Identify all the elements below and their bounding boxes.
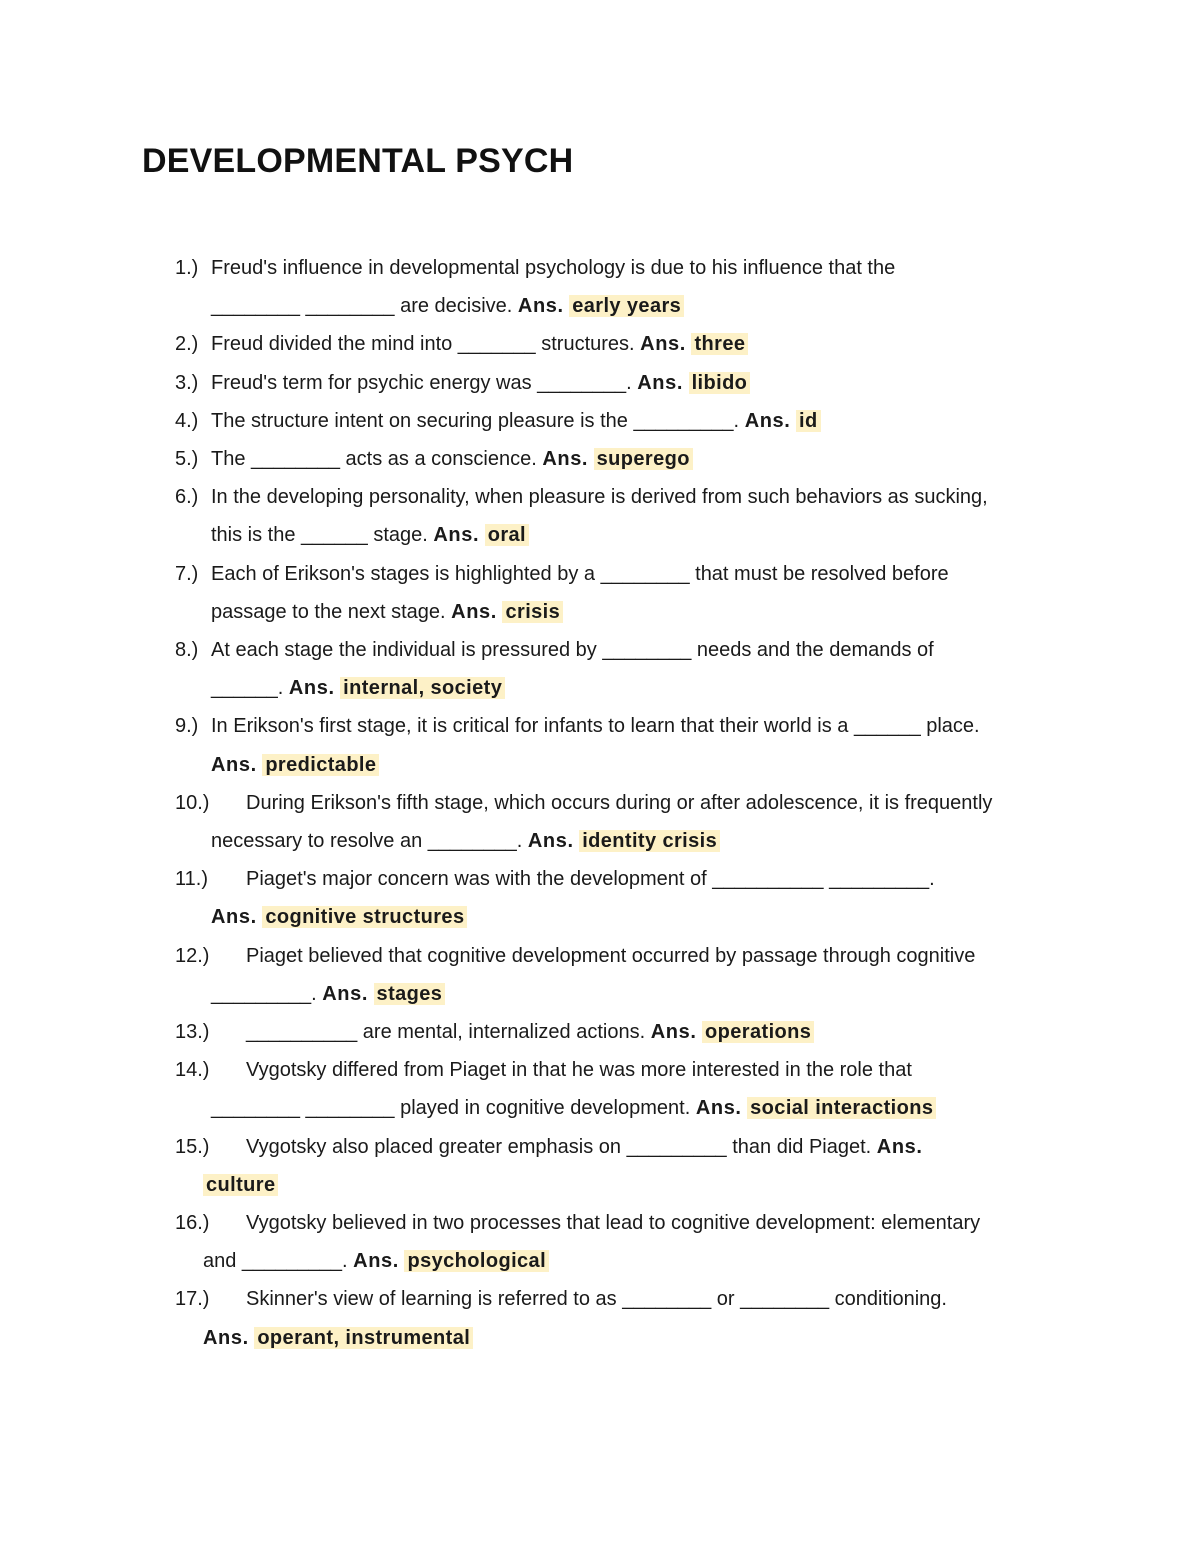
answer-highlight: oral — [485, 524, 529, 546]
question-text — [211, 481, 988, 513]
answer-highlight: psychological — [404, 1250, 549, 1272]
answer-label: Ans. — [527, 830, 574, 852]
answer-label: Ans. — [451, 600, 497, 623]
answer-label: Ans. — [211, 906, 257, 929]
question-text-part: ________ ________ played in cognitive development. — [211, 1097, 691, 1120]
answer-label: Ans. — [433, 524, 480, 547]
answer-highlight: predictable — [262, 754, 379, 776]
question-number: 12.) — [175, 944, 210, 967]
question-text — [211, 710, 980, 742]
question-text — [211, 405, 821, 437]
question-number: 17.) — [175, 1288, 210, 1311]
answer-label: Ans. — [876, 1135, 923, 1158]
question-text-part: _________. — [211, 982, 317, 1005]
answer-label: Ans. — [353, 1250, 399, 1273]
answer-label: Ans. — [517, 295, 564, 318]
question-text — [211, 443, 693, 475]
question-text-part: Vygotsky also placed greater emphasis on _________ than did Piaget. — [246, 1135, 872, 1158]
question-text-part: Vygotsky differed from Piaget in that he was more interested in the role that — [246, 1059, 912, 1082]
question-text — [211, 596, 563, 628]
answer-label: Ans. — [744, 409, 791, 432]
question-text-part: Piaget's major concern was with the development of __________ _________. — [246, 868, 935, 891]
question-text — [211, 1092, 936, 1124]
question-number: 2.) — [175, 333, 199, 356]
answer-highlight: culture — [203, 1174, 278, 1196]
question-text — [246, 787, 992, 819]
question-text-part: ______. — [211, 677, 284, 700]
answer-label: Ans. — [695, 1097, 742, 1120]
answer-label: Ans. — [211, 753, 257, 776]
question-text-part: Each of Erikson's stages is highlighted by a ________ that must be resolved before — [211, 562, 949, 585]
answer-highlight: crisis — [502, 601, 563, 623]
question-text — [211, 519, 529, 551]
question-number: 1.) — [175, 257, 199, 279]
question-text-part: Freud's term for psychic energy was ________. — [211, 371, 632, 394]
question-text — [211, 328, 748, 360]
question-text-part: Vygotsky believed in two processes that lead to cognitive development: elementary — [246, 1212, 981, 1234]
question-text — [203, 1245, 549, 1277]
page-title: DEVELOPMENTAL PSYCH — [142, 142, 574, 180]
question-text — [211, 901, 467, 933]
answer-label: Ans. — [650, 1021, 697, 1043]
question-number: 15.) — [175, 1135, 210, 1158]
question-text-part: __________ are mental, internalized actions. — [246, 1021, 646, 1043]
question-text-part: this is the ______ stage. — [211, 524, 428, 547]
answer-label: Ans. — [288, 677, 335, 700]
question-text-part: and _________. — [203, 1250, 348, 1273]
question-number: 13.) — [175, 1021, 210, 1043]
question-text — [211, 290, 684, 322]
question-text — [211, 978, 445, 1010]
question-number: 5.) — [175, 448, 199, 470]
question-number: 3.) — [175, 371, 199, 394]
answer-highlight: operant, instrumental — [254, 1327, 473, 1349]
question-text-part: Freud divided the mind into _______ structures. — [211, 333, 635, 356]
answer-highlight: early years — [569, 295, 684, 317]
question-number: 10.) — [175, 791, 210, 814]
question-text — [203, 1169, 278, 1201]
question-text-part: In Erikson's first stage, it is critical for infants to learn that their world is a ______ place. — [211, 715, 980, 738]
question-text — [246, 1207, 980, 1239]
question-text — [211, 558, 949, 590]
question-text-part: necessary to resolve an ________. — [211, 830, 523, 852]
question-text-part: During Erikson's fifth stage, which occurs during or after adolescence, it is frequently — [246, 791, 993, 814]
answer-highlight: cognitive structures — [262, 906, 467, 928]
question-text — [246, 1016, 814, 1048]
question-number: 4.) — [175, 409, 199, 432]
answer-highlight: internal, society — [340, 677, 505, 699]
question-text — [211, 252, 895, 284]
question-number: 6.) — [175, 486, 199, 509]
question-text-part: passage to the next stage. — [211, 600, 446, 623]
answer-highlight: id — [796, 410, 821, 432]
question-text — [211, 749, 379, 781]
question-text-part: Skinner's view of learning is referred to as ________ or ________ conditioning. — [246, 1288, 947, 1311]
answer-highlight: stages — [374, 983, 446, 1005]
question-text — [211, 672, 505, 704]
question-number: 14.) — [175, 1059, 210, 1082]
question-text-part: The structure intent on securing pleasure is the _________. — [211, 409, 740, 432]
question-text — [246, 1283, 947, 1315]
answer-label: Ans. — [640, 333, 686, 356]
question-text — [203, 1322, 473, 1354]
question-text-part: In the developing personality, when pleasure is derived from such behaviors as sucking, — [211, 486, 988, 509]
question-text — [246, 940, 975, 972]
question-text-part: Freud's influence in developmental psychology is due to his influence that the — [211, 257, 896, 279]
question-number: 16.) — [175, 1212, 210, 1234]
question-text — [246, 1054, 912, 1086]
answer-label: Ans. — [203, 1326, 249, 1349]
answer-label: Ans. — [322, 982, 368, 1005]
question-number: 11.) — [175, 868, 208, 891]
answer-highlight: libido — [689, 372, 751, 394]
question-number: 8.) — [175, 639, 199, 661]
answer-highlight: social interactions — [747, 1097, 936, 1119]
question-text-part: The ________ acts as a conscience. — [211, 448, 537, 470]
question-text — [211, 367, 750, 399]
answer-label: Ans. — [542, 448, 589, 470]
answer-highlight: identity crisis — [579, 830, 720, 852]
answer-highlight: operations — [702, 1021, 814, 1043]
answer-highlight: superego — [594, 448, 693, 470]
question-text — [211, 825, 720, 857]
question-number: 7.) — [175, 562, 199, 585]
question-number: 9.) — [175, 715, 199, 738]
question-text-part: Piaget believed that cognitive development occurred by passage through cognitive — [246, 944, 976, 967]
answer-highlight: three — [691, 333, 748, 355]
question-text-part: ________ ________ are decisive. — [211, 295, 513, 318]
question-text — [211, 634, 934, 666]
question-text — [246, 1131, 923, 1163]
question-text-part: At each stage the individual is pressured by ________ needs and the demands of — [211, 639, 934, 661]
question-text — [246, 863, 935, 895]
answer-label: Ans. — [637, 371, 684, 394]
